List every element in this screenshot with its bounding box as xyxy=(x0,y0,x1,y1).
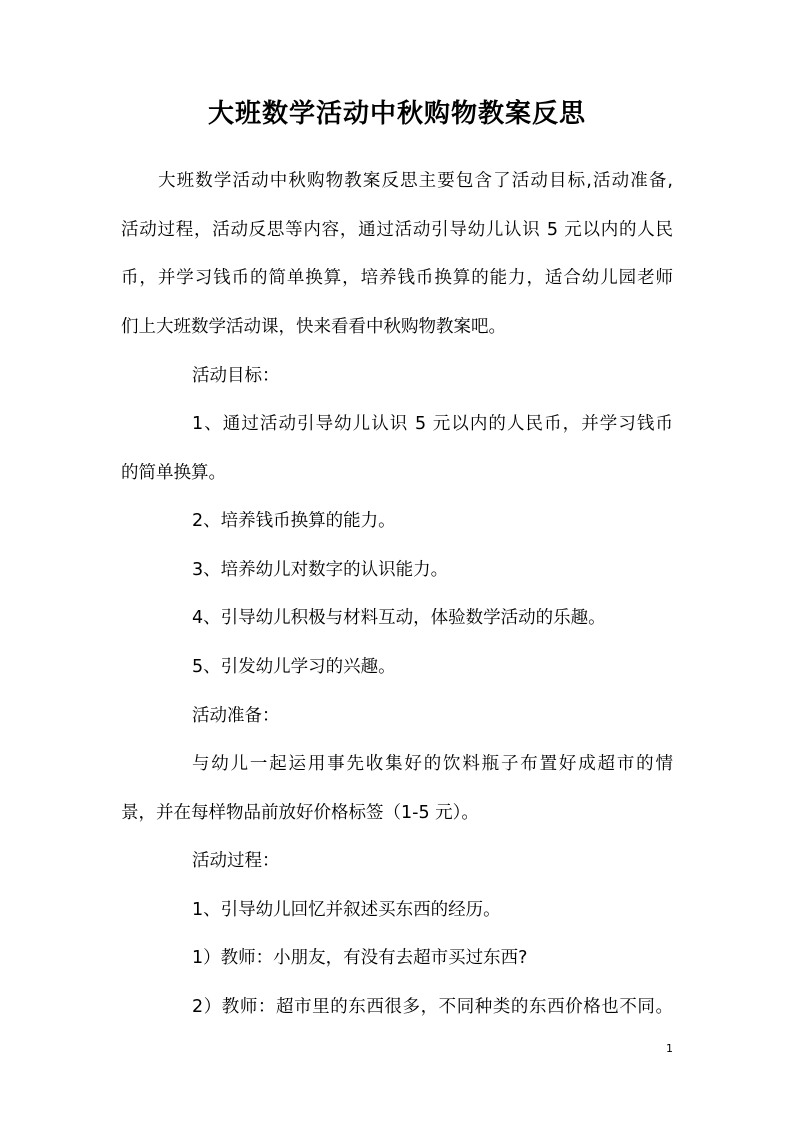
goal-4: 4、引导幼儿积极与材料互动，体验数学活动的乐趣。 xyxy=(192,608,606,628)
prep-line-1: 与幼儿一起运用事先收集好的饮料瓶子布置好成超市的情 xyxy=(192,754,673,774)
document-title: 大班数学活动中秋购物教案反思 xyxy=(207,99,586,129)
process-heading: 活动过程： xyxy=(192,851,280,871)
intro-line-3: 币，并学习钱币的简单换算，培养钱币换算的能力，适合幼儿园老师 xyxy=(121,268,673,288)
goal-2: 2、培养钱币换算的能力。 xyxy=(192,511,396,531)
prep-line-2: 景，并在每样物品前放好价格标签（1-5 元）。 xyxy=(121,803,479,823)
goal-3: 3、培养幼儿对数字的认识能力。 xyxy=(192,560,449,580)
intro-line-2: 活动过程，活动反思等内容，通过活动引导幼儿认识 5 元以内的人民 xyxy=(121,220,673,240)
intro-line-1: 大班数学活动中秋购物教案反思主要包含了活动目标,活动准备, xyxy=(158,171,673,191)
process-step-1a: 1）教师：小朋友，有没有去超市买过东西? xyxy=(192,948,528,968)
process-step-1b: 2）教师：超市里的东西很多，不同种类的东西价格也不同。 xyxy=(192,997,673,1017)
prep-heading: 活动准备： xyxy=(192,706,280,726)
goal-5: 5、引发幼儿学习的兴趣。 xyxy=(192,657,396,677)
page-number: 1 xyxy=(666,1042,673,1055)
goals-heading: 活动目标： xyxy=(192,366,280,386)
intro-line-4: 们上大班数学活动课，快来看看中秋购物教案吧。 xyxy=(121,317,506,337)
process-step-1: 1、引导幼儿回忆并叙述买东西的经历。 xyxy=(192,900,501,920)
goal-1-line-1: 1、通过活动引导幼儿认识 5 元以内的人民币，并学习钱币 xyxy=(192,414,673,434)
goal-1-line-2: 的简单换算。 xyxy=(121,463,226,483)
